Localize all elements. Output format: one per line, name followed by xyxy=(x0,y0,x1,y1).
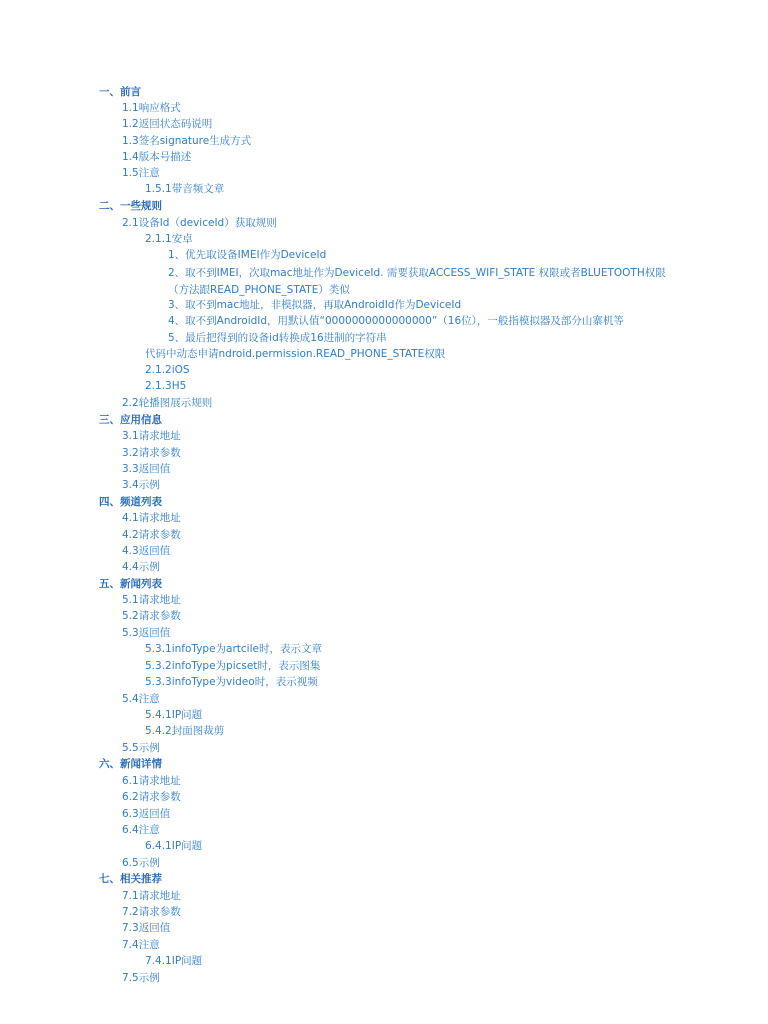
toc-link[interactable]: 6.2请求参数 xyxy=(122,791,181,803)
toc-link[interactable]: 5、最后把得到的设备id转换成16进制的字符串 xyxy=(168,332,387,344)
toc-link[interactable]: 7.5示例 xyxy=(122,972,160,984)
toc-section-link[interactable]: 七、相关推荐 xyxy=(99,873,162,885)
toc-link[interactable]: 1.2返回状态码说明 xyxy=(122,118,213,130)
toc-link[interactable]: 5.5示例 xyxy=(122,742,160,754)
toc-link[interactable]: 6.4注意 xyxy=(122,824,160,836)
toc-link[interactable]: 1、优先取设备IMEI作为DeviceId xyxy=(168,249,327,261)
toc-link[interactable]: 7.4.1IP问题 xyxy=(145,955,203,967)
toc-section-link[interactable]: 三、应用信息 xyxy=(99,414,162,426)
toc-link[interactable]: 6.1请求地址 xyxy=(122,775,181,787)
toc-link[interactable]: 2、取不到IMEI，次取mac地址作为DeviceId. 需要获取ACCESS_WIFI_STATE 权限或者BLUETOOTH权限（方法跟READ_PHONE_STATE）类似 xyxy=(168,267,666,296)
toc-section-link[interactable]: 二、一些规则 xyxy=(99,200,162,212)
toc-link[interactable]: 2.2轮播图展示规则 xyxy=(122,397,213,409)
toc-link[interactable]: 5.1请求地址 xyxy=(122,594,181,606)
toc-link[interactable]: 4.2请求参数 xyxy=(122,529,181,541)
toc-section-link[interactable]: 一、前言 xyxy=(99,86,141,98)
toc-link[interactable]: 3、取不到mac地址，非模拟器，再取AndroidId作为DeviceId xyxy=(168,299,462,311)
toc-link[interactable]: 1.5注意 xyxy=(122,167,160,179)
toc-link[interactable]: 6.3返回值 xyxy=(122,808,171,820)
toc-link[interactable]: 3.3返回值 xyxy=(122,463,171,475)
toc-link[interactable]: 3.2请求参数 xyxy=(122,447,181,459)
toc-link[interactable]: 4、取不到AndroidId，用默认值“0000000000000000”（16位），一般指模拟器及部分山寨机等 xyxy=(168,315,624,327)
toc-link[interactable]: 5.3.1infoType为artcile时，表示文章 xyxy=(145,643,322,655)
toc-link[interactable]: 3.4示例 xyxy=(122,479,160,491)
toc-link[interactable]: 1.1响应格式 xyxy=(122,102,181,114)
toc-link[interactable]: 4.1请求地址 xyxy=(122,512,181,524)
toc-link[interactable]: 5.4.1IP问题 xyxy=(145,709,203,721)
toc-link[interactable]: 7.4注意 xyxy=(122,939,160,951)
toc-section-link[interactable]: 五、新闻列表 xyxy=(99,578,162,590)
toc-link[interactable]: 7.2请求参数 xyxy=(122,906,181,918)
toc-link[interactable]: 6.4.1IP问题 xyxy=(145,840,203,852)
toc-link[interactable]: 7.3返回值 xyxy=(122,922,171,934)
toc-link[interactable]: 7.1请求地址 xyxy=(122,890,181,902)
toc-link[interactable]: 2.1设备Id（deviceId）获取规则 xyxy=(122,217,277,229)
toc-link[interactable]: 5.3返回值 xyxy=(122,627,171,639)
toc-link[interactable]: 5.4注意 xyxy=(122,693,160,705)
toc-link[interactable]: 5.3.3infoType为video时，表示视频 xyxy=(145,676,318,688)
toc-link[interactable]: 6.5示例 xyxy=(122,857,160,869)
toc-section-link[interactable]: 四、频道列表 xyxy=(99,496,162,508)
toc-link[interactable]: 2.1.3H5 xyxy=(145,380,187,392)
toc-link[interactable]: 1.3签名signature生成方式 xyxy=(122,135,252,147)
toc-link[interactable]: 1.4版本号描述 xyxy=(122,151,192,163)
toc-link[interactable]: 5.3.2infoType为picset时，表示图集 xyxy=(145,660,321,672)
toc-link[interactable]: 2.1.2iOS xyxy=(145,364,190,376)
toc-link[interactable]: 1.5.1带音频文章 xyxy=(145,183,225,195)
toc-link[interactable]: 5.4.2封面图裁剪 xyxy=(145,725,225,737)
toc-link[interactable]: 3.1请求地址 xyxy=(122,430,181,442)
toc-link[interactable]: 2.1.1安卓 xyxy=(145,233,193,245)
toc-link[interactable]: 代码中动态申请ndroid.permission.READ_PHONE_STATE权限 xyxy=(145,348,446,360)
toc-section-link[interactable]: 六、新闻详情 xyxy=(99,758,162,770)
toc-link[interactable]: 4.4示例 xyxy=(122,561,160,573)
toc-link[interactable]: 5.2请求参数 xyxy=(122,610,181,622)
toc-link[interactable]: 4.3返回值 xyxy=(122,545,171,557)
